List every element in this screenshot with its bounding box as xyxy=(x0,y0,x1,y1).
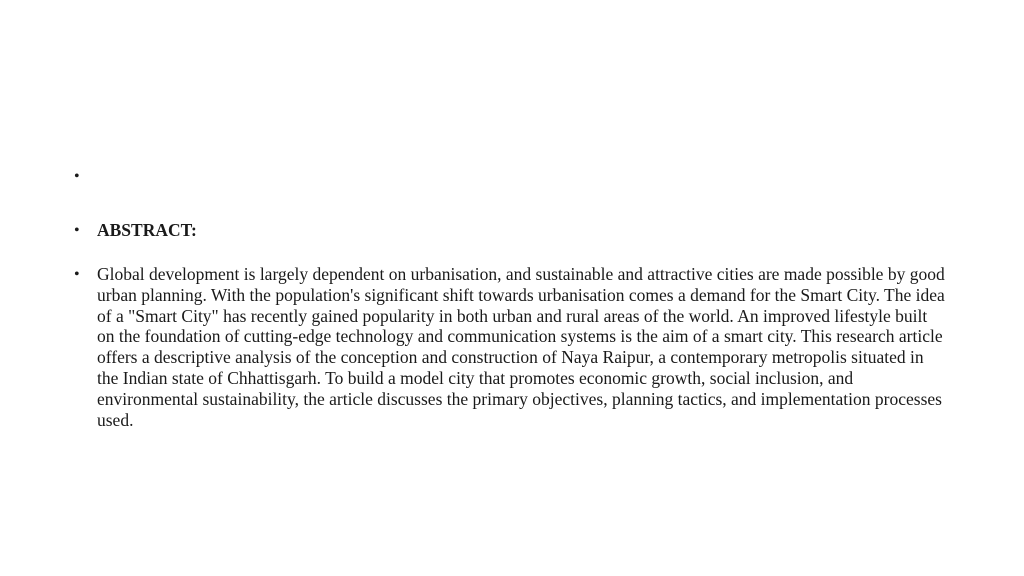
empty-bullet-item xyxy=(74,166,954,187)
bullet-marker: • xyxy=(74,168,80,185)
bullet-marker: • xyxy=(74,266,80,283)
abstract-heading-item xyxy=(74,220,954,241)
abstract-heading: ABSTRACT: xyxy=(97,220,197,240)
abstract-body-text: Global development is largely dependent on urbanisation, and sustainable and attractive cities are made possible by good urban planning. With the population's significant shift towards urbanisation comes a demand for the Smart City. The idea of a "Smart City" has recently gained popularity in both urban and rural areas of the world. An improved lifestyle built on the foundation of cutting-edge technology and communication systems is the aim of a smart city. This research article offers a descriptive analysis of the conception and construction of Naya Raipur, a contemporary metropolis situated in the Indian state of Chhattisgarh. To build a model city that promotes economic growth, social inclusion, and environmental sustainability, the article discusses the primary objectives, planning tactics, and implementation processes used. xyxy=(97,264,945,430)
abstract-body-item xyxy=(74,264,946,430)
bullet-marker: • xyxy=(74,222,80,239)
